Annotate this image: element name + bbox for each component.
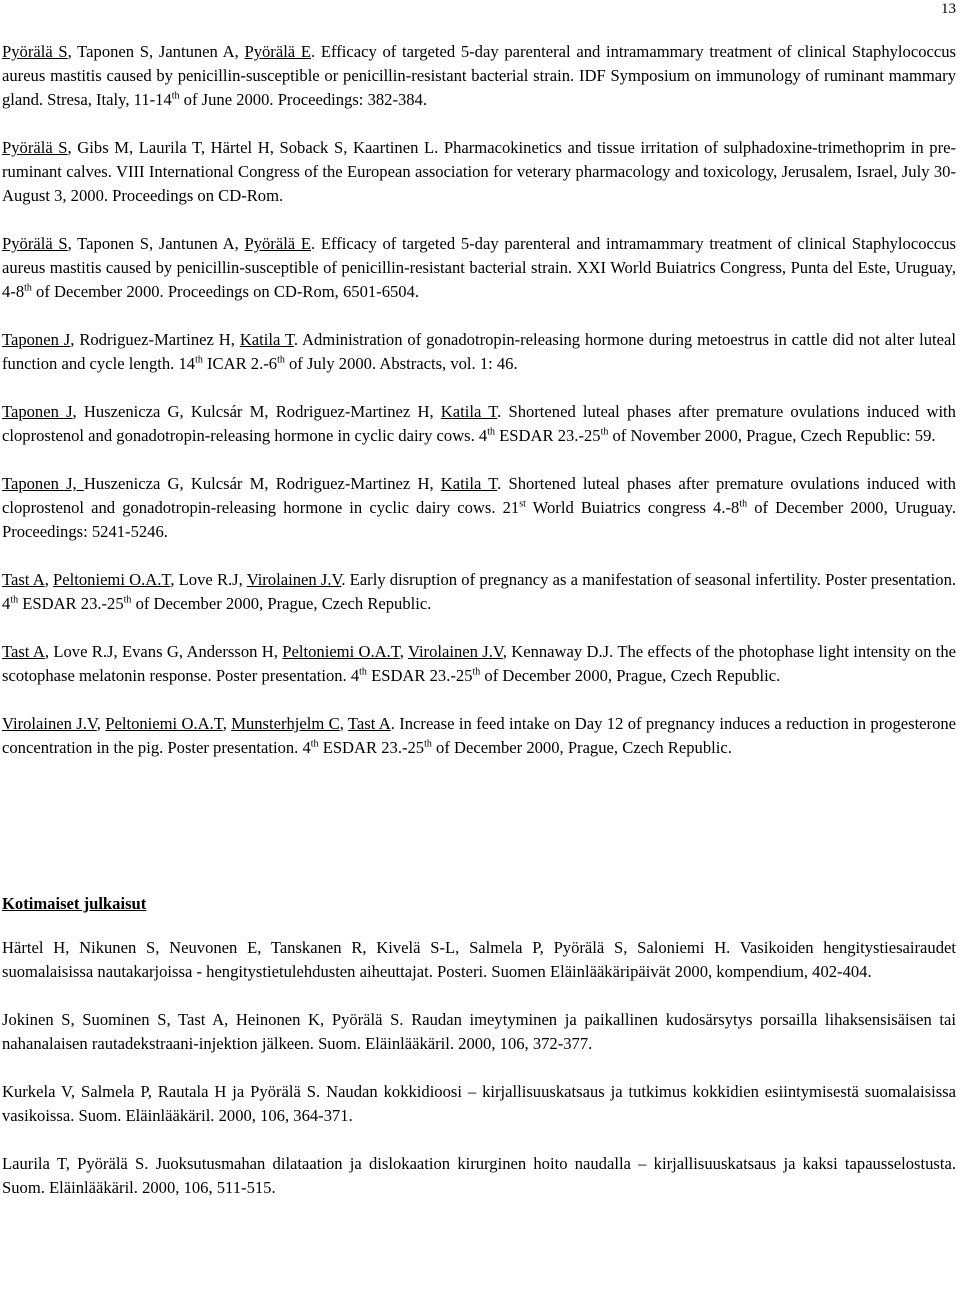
citation-text: . Administration of gonadotropin-releasing hormone during metoestrus in cattle did not alter luteal function and cycle length. 14	[2, 330, 956, 373]
citation-text: of November 2000, Prague, Czech Republic: 59.	[608, 426, 936, 445]
citation-text: . Efficacy of targeted 5-day parenteral and intramammary treatment of clinical Staphylococcus aureus mastitis caused by penicillin-susceptible or penicillin-resistant bacterial strain. IDF Symposium on immunology of ruminant mammary gland. Stresa, Italy, 11-14	[2, 42, 956, 109]
citation-text: Huszenicza G, Kulcsár M, Rodriguez-Martinez H,	[83, 474, 441, 493]
citation-text: ,	[96, 714, 106, 733]
citation-text: ,	[44, 570, 54, 589]
citation-text: ESDAR 23.-25	[495, 426, 601, 445]
conference-references-list	[2, 40, 956, 760]
citation-text: . Shortened luteal phases after premature ovulations induced with cloprostenol and gonadotropin-releasing hormone in cyclic dairy cows. 4	[2, 402, 956, 445]
citation-text: of December 2000. Proceedings on CD-Rom, 6501-6504.	[31, 282, 420, 301]
domestic-reference-entry	[2, 1152, 956, 1200]
reference-entry	[2, 232, 956, 304]
domestic-reference-entry	[2, 936, 956, 984]
citation-text: ESDAR 23.-25	[366, 666, 473, 685]
superscript: th	[600, 426, 609, 438]
superscript: th	[739, 498, 748, 510]
reference-entry	[2, 640, 956, 688]
underlined-author: Katila T	[440, 402, 498, 421]
page-number: 13	[941, 1, 956, 17]
reference-entry	[2, 568, 956, 616]
underlined-author: Munsterhjelm C	[231, 714, 340, 733]
citation-text: , Taponen S, Jantunen A,	[67, 42, 245, 61]
citation-text: of December 2000, Prague, Czech Republic.	[480, 666, 781, 685]
underlined-author: Pyörälä S	[2, 138, 68, 157]
superscript: th	[487, 426, 496, 438]
underlined-author: Peltoniemi O.A.T	[105, 714, 223, 733]
citation-text: of July 2000. Abstracts, vol. 1: 46.	[284, 354, 518, 373]
underlined-author: Pyörälä E	[244, 234, 312, 253]
superscript: th	[24, 282, 32, 294]
superscript: th	[472, 666, 481, 678]
document-body	[2, 40, 956, 1224]
underlined-author: Virolainen J.V	[407, 642, 503, 661]
reference-entry	[2, 472, 956, 544]
underlined-author: Taponen J	[2, 330, 71, 349]
underlined-author: Virolainen J.V	[246, 570, 342, 589]
reference-entry	[2, 400, 956, 448]
reference-entry	[2, 712, 956, 760]
underlined-author: Tast A	[347, 714, 391, 733]
citation-text: , Huszenicza G, Kulcsár M, Rodriguez-Martinez H,	[72, 402, 441, 421]
citation-text: , Taponen S, Jantunen A,	[67, 234, 245, 253]
superscript: th	[277, 354, 285, 366]
domestic-reference-entry	[2, 1080, 956, 1128]
reference-entry	[2, 40, 956, 112]
citation-text: ,	[222, 714, 232, 733]
underlined-author: Virolainen J.V	[2, 714, 97, 733]
citation-text: , Kennaway D.J. The effects of the photophase light intensity on the scotophase melatonin response. Poster presentation. 4	[2, 642, 957, 685]
citation-text: , Love R.J,	[170, 570, 247, 589]
underlined-author: Peltoniemi O.A.T	[282, 642, 400, 661]
citation-text: , Gibs M, Laurila T, Härtel H, Soback S, Kaartinen L. Pharmacokinetics and tissue irritation of sulphadoxine-trimethoprim in pre-ruminant calves. VIII International Congress of the European association for veterary pharmacology and toxicology, Jerusalem, Israel, July 30-August 3, 2000. Proceedings on CD-Rom.	[2, 138, 956, 205]
superscript: st	[519, 498, 526, 510]
citation-text: . Increase in feed intake on Day 12 of pregnancy induces a reduction in progesterone concentration in the pig. Poster presentation. 4	[2, 714, 957, 757]
citation-text: Kurkela V, Salmela P, Rautala H ja Pyörälä S. Naudan kokkidioosi – kirjallisuuskatsaus ja tutkimus kokkidien esiintymisestä suomalaisissa vasikoissa. Suom. Eläinlääkäril. 2000, 106, 364-371.	[2, 1082, 956, 1125]
superscript: th	[123, 594, 132, 606]
underlined-author: Katila T	[239, 330, 294, 349]
domestic-reference-entry	[2, 1008, 956, 1056]
underlined-author: Katila T	[440, 474, 498, 493]
superscript: th	[359, 666, 367, 678]
underlined-author: Taponen J,	[2, 474, 84, 493]
citation-text: ESDAR 23.-25	[318, 738, 425, 757]
reference-entry	[2, 328, 956, 376]
citation-text: . Efficacy of targeted 5-day parenteral and intramammary treatment of clinical Staphylococcus aureus mastitis caused by penicillin-susceptible of penicillin-resistant bacterial strain. XXI World Buiatrics Congress, Punta del Este, Uruguay, 4-8	[2, 234, 956, 301]
citation-text: , Love R.J, Evans G, Andersson H,	[44, 642, 283, 661]
underlined-author: Pyörälä S	[2, 234, 68, 253]
underlined-author: Tast A	[2, 570, 45, 589]
underlined-author: Pyörälä E	[244, 42, 312, 61]
citation-text: ESDAR 23.-25	[18, 594, 124, 613]
citation-text: of December 2000, Prague, Czech Republic.	[131, 594, 432, 613]
citation-text: Härtel H, Nikunen S, Neuvonen E, Tanskanen R, Kivelä S-L, Salmela P, Pyörälä S, Saloniemi H. Vasikoiden hengitystiesairaudet suomalaisissa nautakarjoissa - hengitystietulehdusten aiheuttajat. Posteri. Suomen Eläinlääkäripäivät 2000, kompendium, 402-404.	[2, 938, 956, 981]
citation-text: World Buiatrics congress 4.-8	[525, 498, 740, 517]
citation-text: ,	[339, 714, 348, 733]
citation-text: of December 2000, Uruguay. Proceedings: 5241-5246.	[2, 498, 956, 541]
citation-text: Jokinen S, Suominen S, Tast A, Heinonen K, Pyörälä S. Raudan imeytyminen ja paikallinen kudosärsytys porsailla lihaksensisäisen tai nahanalaisen rautadekstraani-injektion jälkeen. Suom. Eläinlääkäril. 2000, 106, 372-377.	[2, 1010, 956, 1053]
citation-text: Laurila T, Pyörälä S. Juoksutusmahan dilataation ja dislokaation kirurginen hoito naudalla – kirjallisuuskatsaus ja kaksi tapausselostusta. Suom. Eläinlääkäril. 2000, 106, 511-515.	[2, 1154, 956, 1197]
section-heading-domestic: Kotimaiset julkaisut	[2, 894, 147, 913]
underlined-author: Taponen J	[2, 402, 73, 421]
citation-text: , Rodriguez-Martinez H,	[70, 330, 240, 349]
superscript: th	[195, 354, 203, 366]
superscript: th	[424, 738, 432, 750]
underlined-author: Peltoniemi O.A.T	[53, 570, 171, 589]
citation-text: of June 2000. Proceedings: 382-384.	[179, 90, 428, 109]
superscript: th	[171, 90, 180, 102]
citation-text: of December 2000, Prague, Czech Republic.	[431, 738, 732, 757]
superscript: th	[10, 594, 19, 606]
citation-text: ,	[399, 642, 408, 661]
underlined-author: Tast A	[2, 642, 45, 661]
citation-text: ICAR 2.-6	[202, 354, 278, 373]
superscript: th	[310, 738, 319, 750]
citation-text: . Shortened luteal phases after premature ovulations induced with cloprostenol and gonadotropin-releasing hormone in cyclic dairy cows. 21	[2, 474, 956, 517]
domestic-publications-list	[2, 936, 956, 1200]
citation-text: . Early disruption of pregnancy as a manifestation of seasonal infertility. Poster presentation. 4	[2, 570, 957, 613]
reference-entry	[2, 136, 956, 208]
underlined-author: Pyörälä S	[2, 42, 68, 61]
